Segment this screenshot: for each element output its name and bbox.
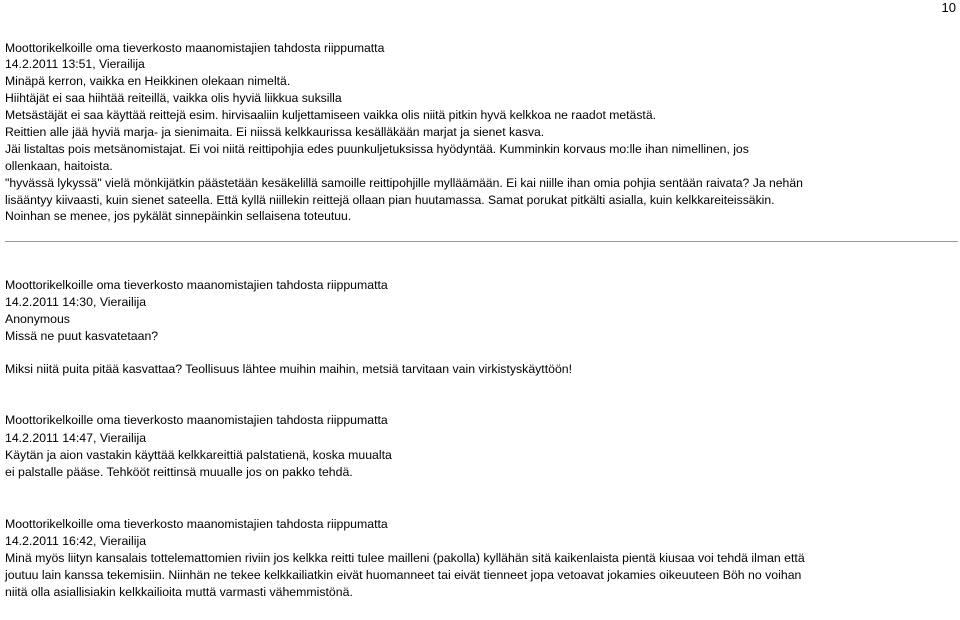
post-text-line: Miksi niitä puita pitää kasvattaa? Teollisuus lähtee muihin maihin, metsiä tarvitaan vain virkistyskäyttöön! xyxy=(5,362,573,376)
post-text-line: Käytän ja aion vastakin käyttää kelkkareittiä palstatienä, koska muualta xyxy=(5,448,392,462)
post-title: Moottorikelkoille oma tieverkosto maanomistajien tahdosta riippumatta xyxy=(5,278,388,292)
post-text-line: lisääntyy kiivaasti, kuin sienet sateella. Että kyllä niillekin reittejä ollaan pian huutamassa. Samat porukat pitkälti asialla, kuin kelkkareiteissäkin. xyxy=(5,193,775,207)
post-text-line: "hyvässä lykyssä" vielä mönkijätkin päästetään kesäkelillä samoille reittipohjille mylläämään. Ei kai niille ihan omia pohjia sentään raivata? Ja nehän xyxy=(5,176,803,190)
post-meta: 14.2.2011 14:47, Vierailija xyxy=(5,431,147,445)
post-text-line: ei palstalle pääse. Tehkööt reittinsä muualle jos on pakko tehdä. xyxy=(5,465,353,479)
post-text-line: Noinhan se menee, jos pykälät sinnepäinkin sellaisena toteutuu. xyxy=(5,209,352,223)
post-question: Missä ne puut kasvatetaan? xyxy=(5,329,159,343)
post-text-line: Metsästäjät ei saa käyttää reittejä esim. hirvisaaliin kuljettamiseen vaikka olis niitä pitkin hyvä kelkkoa ne raadot metästä. xyxy=(5,108,656,122)
post-divider xyxy=(5,241,958,242)
post-title: Moottorikelkoille oma tieverkosto maanomistajien tahdosta riippumatta xyxy=(5,41,385,55)
post-text-line: Minäpä kerron, vaikka en Heikkinen olekaan nimeltä. xyxy=(5,74,291,88)
post-text-line: niitä olla asiallisiakin kelkkailioita muttä varmasti vähemmistönä. xyxy=(5,585,353,599)
post-text-line: joutuu lain kanssa tekemisiin. Niinhän ne tekee kelkkailiatkin eivät huomanneet tai eivät tienneet jopa vetoavat jokamies oikeuuteen Böh no voihan xyxy=(5,568,802,582)
post-title: Moottorikelkoille oma tieverkosto maanomistajien tahdosta riippumatta xyxy=(5,517,388,531)
post-meta: 14.2.2011 14:30, Vierailija xyxy=(5,295,147,309)
post-author: Anonymous xyxy=(5,312,70,326)
post-text-line: Reittien alle jää hyviä marja- ja sienimaita. Ei niissä kelkkaurissa kesälläkään marjat ja sienet kasva. xyxy=(5,125,545,139)
post-text-line: ollenkaan, haitoista. xyxy=(5,159,113,173)
post-text-line: Jäi listaltas pois metsänomistajat. Ei voi niitä reittipohjia edes puunkuljetuksissa hyödyntää. Kumminkin korvaus mo:lle ihan nimellinen, jos xyxy=(5,142,749,156)
post-title: Moottorikelkoille oma tieverkosto maanomistajien tahdosta riippumatta xyxy=(5,413,388,427)
post-meta: 14.2.2011 13:51, Vierailija xyxy=(5,57,145,71)
page-number: 10 xyxy=(941,0,956,15)
post-text-line: Minä myös liityn kansalais tottelemattomien riviin jos kelkka reitti tulee mailleni (pakolla) kyllähän sitä kaikenlaista pientä kiusaa voi tehdä ilman että xyxy=(5,551,805,565)
post-text-line: Hiihtäjät ei saa hiihtää reiteillä, vaikka olis hyviä liikkua suksilla xyxy=(5,91,342,105)
post-meta: 14.2.2011 16:42, Vierailija xyxy=(5,534,147,548)
